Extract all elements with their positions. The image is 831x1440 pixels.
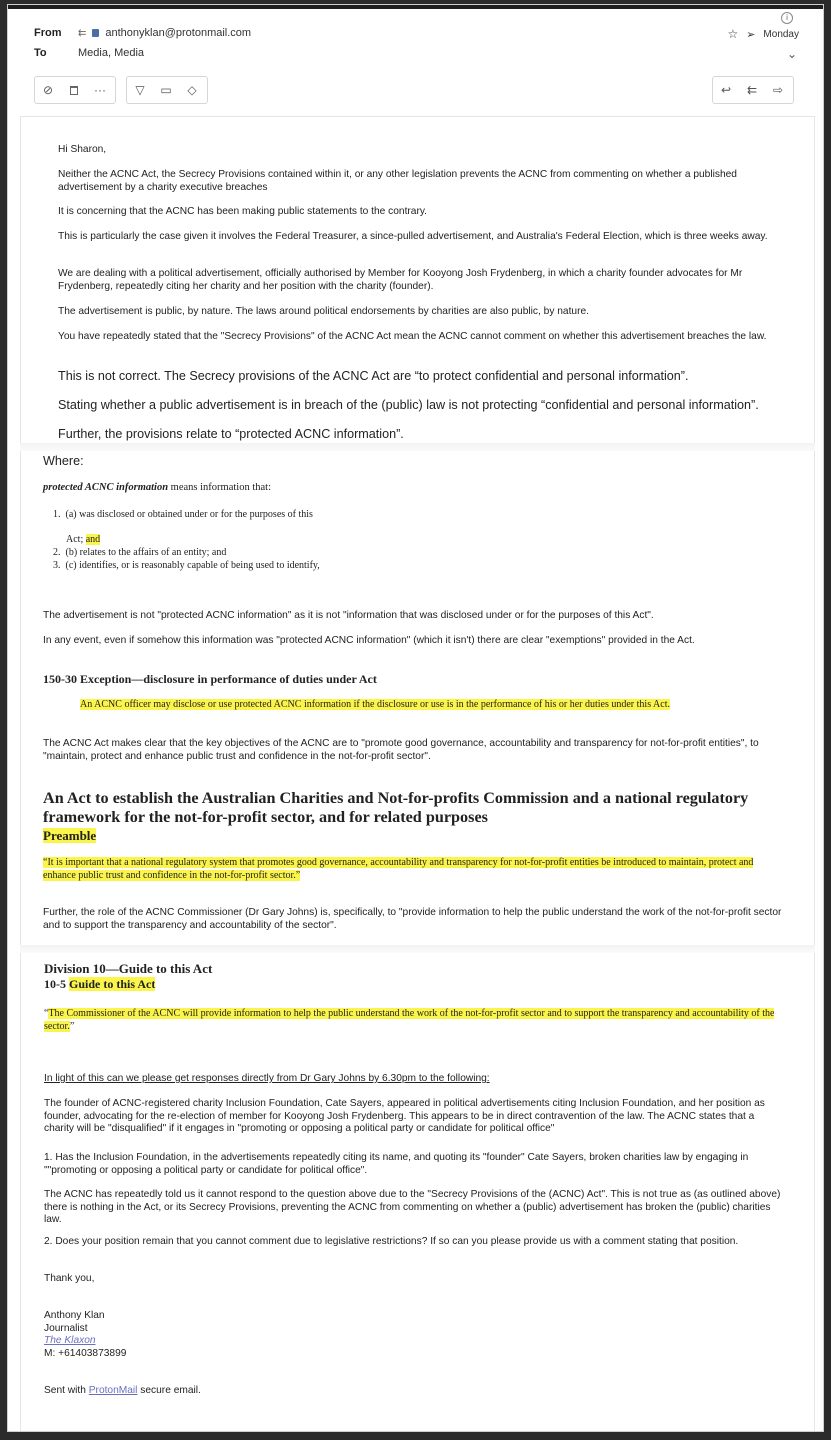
section-separator bbox=[20, 945, 815, 953]
toolbar-group-right bbox=[712, 76, 794, 104]
section-separator bbox=[20, 443, 815, 451]
paragraph: This is not correct. The Secrecy provisions of the ACNC Act are “to protect confidential and personal information”. bbox=[58, 369, 689, 383]
signature bbox=[44, 1310, 784, 1360]
recipients[interactable]: Media, Media bbox=[78, 47, 145, 59]
closing: Thank you, bbox=[44, 1273, 95, 1284]
question-1: 1. Has the Inclusion Foundation, in the advertisements repeatedly citing its name, and quoting its "founder" Cate Sayers, broken charities law by engaging in ""promoting or opposing a political party or candidate for political office". bbox=[44, 1152, 749, 1176]
paragraph: It is concerning that the ACNC has been making public statements to the contrary. bbox=[58, 206, 428, 217]
guide-heading: 10-5 Guide to this Act bbox=[44, 977, 156, 991]
send-icon: ➢ bbox=[746, 28, 756, 41]
paragraph: The ACNC has repeatedly told us it cannot respond to the question above due to the "Secrecy Provisions of the (ACNC) Act". This is not true as (as outlined above) there is nothing in the Act, or its Secrecy Provisions, preventing the ACNC from commenting on whether a (public) advertisement has broken the (public) charities law. bbox=[44, 1189, 781, 1225]
paragraph: Stating whether a public advertisement is in breach of the (public) law is not protecting “confidential and personal information”. bbox=[58, 398, 759, 412]
greeting: Hi Sharon, bbox=[58, 144, 107, 155]
lock-icon bbox=[92, 29, 99, 37]
from-row bbox=[20, 27, 815, 45]
eye-off-icon[interactable]: ⊘ bbox=[42, 83, 54, 97]
chevron-down-icon[interactable]: ⌄ bbox=[786, 47, 797, 61]
reply-icon[interactable]: ↩ bbox=[720, 83, 732, 97]
sender-address[interactable]: anthonyklan@protonmail.com bbox=[105, 27, 252, 39]
paragraph: In any event, even if somehow this information was "protected ACNC information" (which it isn't) there are clear "exemptions" provided in the Act. bbox=[43, 635, 695, 646]
highlight: and bbox=[85, 534, 101, 545]
paragraph: This is particularly the case given it involves the Federal Treasurer, a since-pulled advertisement, and Australia's Federal Election, which is three weeks away. bbox=[58, 231, 768, 242]
definition bbox=[43, 482, 783, 495]
reply-all-icon: ⇇ bbox=[78, 27, 87, 39]
filter-icon[interactable]: ▽ bbox=[135, 83, 145, 97]
trash-icon[interactable] bbox=[61, 77, 87, 103]
to-row bbox=[20, 47, 815, 65]
list-item: 2. (b) relates to the affairs of an entity; and bbox=[53, 547, 227, 558]
section-heading: 150-30 Exception—disclosure in performance of duties under Act bbox=[43, 672, 377, 686]
email-body bbox=[20, 117, 815, 1432]
paragraph: Further, the role of the ACNC Commissioner (Dr Gary Johns) is, specifically, to "provide information to help the public understand the work of the not-for-profit sector and to support the transparency and accountability of the sector". bbox=[43, 907, 782, 931]
signature-name: Anthony Klan bbox=[44, 1310, 105, 1321]
to-label: To bbox=[34, 47, 47, 59]
folder-icon[interactable]: ▭ bbox=[160, 83, 172, 97]
division-heading: Division 10—Guide to this Act bbox=[44, 961, 213, 976]
definition-term: protected ACNC information bbox=[43, 482, 169, 493]
list-item: 3. (c) identifies, or is reasonably capable of being used to identify, bbox=[53, 560, 320, 571]
question-2: 2. Does your position remain that you cannot comment due to legislative restrictions? If so can you please provide us with a comment stating that position. bbox=[44, 1236, 739, 1247]
sent-with-line: Sent with ProtonMail secure email. bbox=[44, 1385, 201, 1396]
paragraph: The ACNC Act makes clear that the key objectives of the ACNC are to "promote good governance, accountability and transparency for not-for-profit entities", to "maintain, protect and enhance public trust and confidence in the not-for-profit sector". bbox=[43, 738, 759, 762]
preamble-quote: “It is important that a national regulatory system that promotes good governance, accountability and transparency for not-for-profit entities be introduced to maintain, protect and enhance public trust and confidence in the not-for-profit sector.” bbox=[43, 857, 754, 881]
protonmail-link[interactable]: ProtonMail bbox=[88, 1385, 138, 1396]
section-quote: An ACNC officer may disclose or use protected ACNC information if the disclosure or use is in the performance of his or her duties under this Act. bbox=[80, 699, 670, 710]
where-label: Where: bbox=[43, 454, 84, 468]
email-date: Monday bbox=[763, 28, 799, 40]
email-window bbox=[7, 4, 824, 1432]
reply-all-icon[interactable]: ⇇ bbox=[746, 83, 758, 97]
request-line: In light of this can we please get responses directly from Dr Gary Johns by 6.30pm to the following: bbox=[44, 1073, 490, 1084]
toolbar-group-left bbox=[34, 76, 116, 104]
info-icon[interactable]: i bbox=[781, 12, 793, 24]
more-icon[interactable]: ··· bbox=[94, 83, 106, 97]
window-top-bar bbox=[8, 5, 823, 9]
paragraph: You have repeatedly stated that the "Secrecy Provisions" of the ACNC Act mean the ACNC cannot comment on whether this advertisement breaches the law. bbox=[58, 331, 767, 342]
message-toolbar bbox=[34, 76, 794, 106]
forward-icon[interactable]: ⇨ bbox=[772, 83, 784, 97]
paragraph: We are dealing with a political advertisement, officially authorised by Member for Kooyong Josh Frydenberg, in which a charity founder advocates for Mr Frydenberg, repeatedly citing her charity and her position with the charity (founder). bbox=[58, 268, 743, 292]
signature-publication-link[interactable]: The Klaxon bbox=[44, 1335, 96, 1346]
definition-text: means information that: bbox=[168, 482, 271, 493]
list-item: Act; and bbox=[66, 534, 101, 545]
star-icon[interactable]: ☆ bbox=[727, 27, 739, 41]
guide-quote: “The Commissioner of the ACNC will provide information to help the public understand the work of the not-for-profit sector and to support the transparency and accountability of the sector.” bbox=[44, 1008, 775, 1032]
signature-title: Journalist bbox=[44, 1322, 88, 1334]
signature-phone: M: +61403873899 bbox=[44, 1347, 127, 1359]
tag-icon[interactable]: ◇ bbox=[187, 83, 197, 97]
paragraph: The advertisement is public, by nature. The laws around political endorsements by charities are also public, by nature. bbox=[58, 306, 589, 317]
paragraph: The founder of ACNC-registered charity Inclusion Foundation, Cate Sayers, appeared in political advertisements citing Inclusion Foundation, and her position as founder, advocating for the re-election of member for Kooyong Josh Frydenberg. This appears to be in direct contravention of the law. The ACNC states that a charity will be "disqualified" if it engages in "promoting or opposing a political party or candidate for political office" bbox=[44, 1098, 765, 1134]
definition-list bbox=[53, 508, 793, 572]
list-item: 1. (a) was disclosed or obtained under or for the purposes of this bbox=[53, 509, 313, 520]
paragraph: Further, the provisions relate to “protected ACNC information”. bbox=[58, 427, 404, 441]
paragraph: Neither the ACNC Act, the Secrecy Provisions contained within it, or any other legislation prevents the ACNC from commenting on whether a published advertisement by a charity executive breaches bbox=[58, 169, 737, 193]
from-label: From bbox=[34, 27, 62, 39]
preamble-heading: Preamble bbox=[43, 828, 97, 843]
act-title: An Act to establish the Australian Charities and Not-for-profits Commission and a national regulatory framework for the not-for-profit sector, and for related purposes bbox=[43, 789, 749, 826]
toolbar-group-middle bbox=[126, 76, 208, 104]
paragraph: The advertisement is not "protected ACNC information" as it is not "information that was disclosed under or for the purposes of this Act". bbox=[43, 610, 654, 621]
